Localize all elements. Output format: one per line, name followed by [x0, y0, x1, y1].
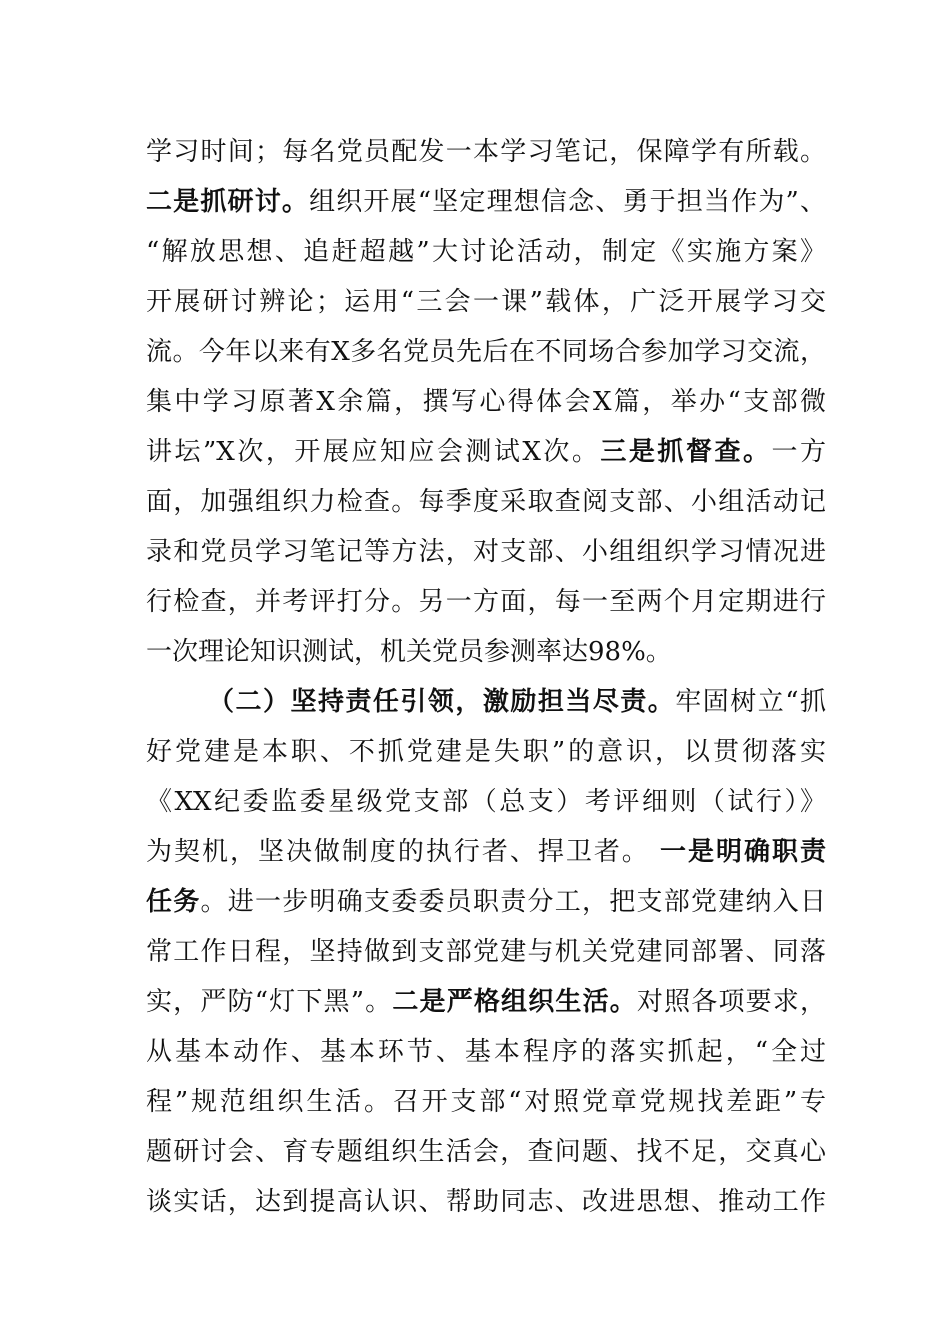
text-line: 从基本动作、基本环节、基本程序的落实抓起，“全过 [146, 1037, 826, 1067]
text-line: 流。今年以来有X多名党员先后在不同场合参加学习交流， [146, 337, 826, 367]
text-line: 《XX纪委监委星级党支部（总支）考评细则（试行）》 [146, 787, 826, 817]
text-line: 好党建是本职、不抓党建是失职”的意识，以贯彻落实 [146, 737, 826, 767]
text-line: 一次理论知识测试，机关党员参测率达98%。 [146, 637, 672, 667]
text-line: 录和党员学习笔记等方法，对支部、小组组织学习情况进 [146, 537, 826, 567]
text-line: 二是抓研讨。组织开展“坚定理想信念、勇于担当作为”、 [146, 187, 826, 217]
text-line: 集中学习原著X余篇，撰写心得体会X篇，举办“支部微 [146, 387, 826, 417]
text-line: 开展研讨辨论；运用“三会一课”载体，广泛开展学习交 [146, 287, 826, 317]
text-line: 常工作日程，坚持做到支部党建与机关党建同部署、同落 [146, 937, 826, 967]
text-line: 程”规范组织生活。召开支部“对照党章党规找差距”专 [146, 1087, 826, 1117]
text-line: 为契机，坚决做制度的执行者、捍卫者。 一是明确职责 [146, 837, 826, 867]
section-heading-line: （二）坚持责任引领，激励担当尽责。牢固树立“抓 [208, 687, 826, 717]
text-line: 面，加强组织力检查。每季度采取查阅支部、小组活动记 [146, 487, 826, 517]
text-line: 任务。进一步明确支委委员职责分工，把支部党建纳入日 [146, 887, 826, 917]
text-line: 讲坛”X次，开展应知应会测试X次。三是抓督查。一方 [146, 437, 826, 467]
text-line: 行检查，并考评打分。另一方面，每一至两个月定期进行 [146, 587, 826, 617]
text-line: “解放思想、追赶超越”大讨论活动，制定《实施方案》 [146, 237, 826, 267]
text-line: 实，严防“灯下黑”。二是严格组织生活。对照各项要求， [146, 987, 826, 1017]
text-line: 谈实话，达到提高认识、帮助同志、改进思想、推动工作 [146, 1187, 826, 1217]
text-line: 题研讨会、育专题组织生活会，查问题、找不足，交真心 [146, 1137, 826, 1167]
text-line: 学习时间；每名党员配发一本学习笔记，保障学有所载。 [146, 137, 826, 167]
